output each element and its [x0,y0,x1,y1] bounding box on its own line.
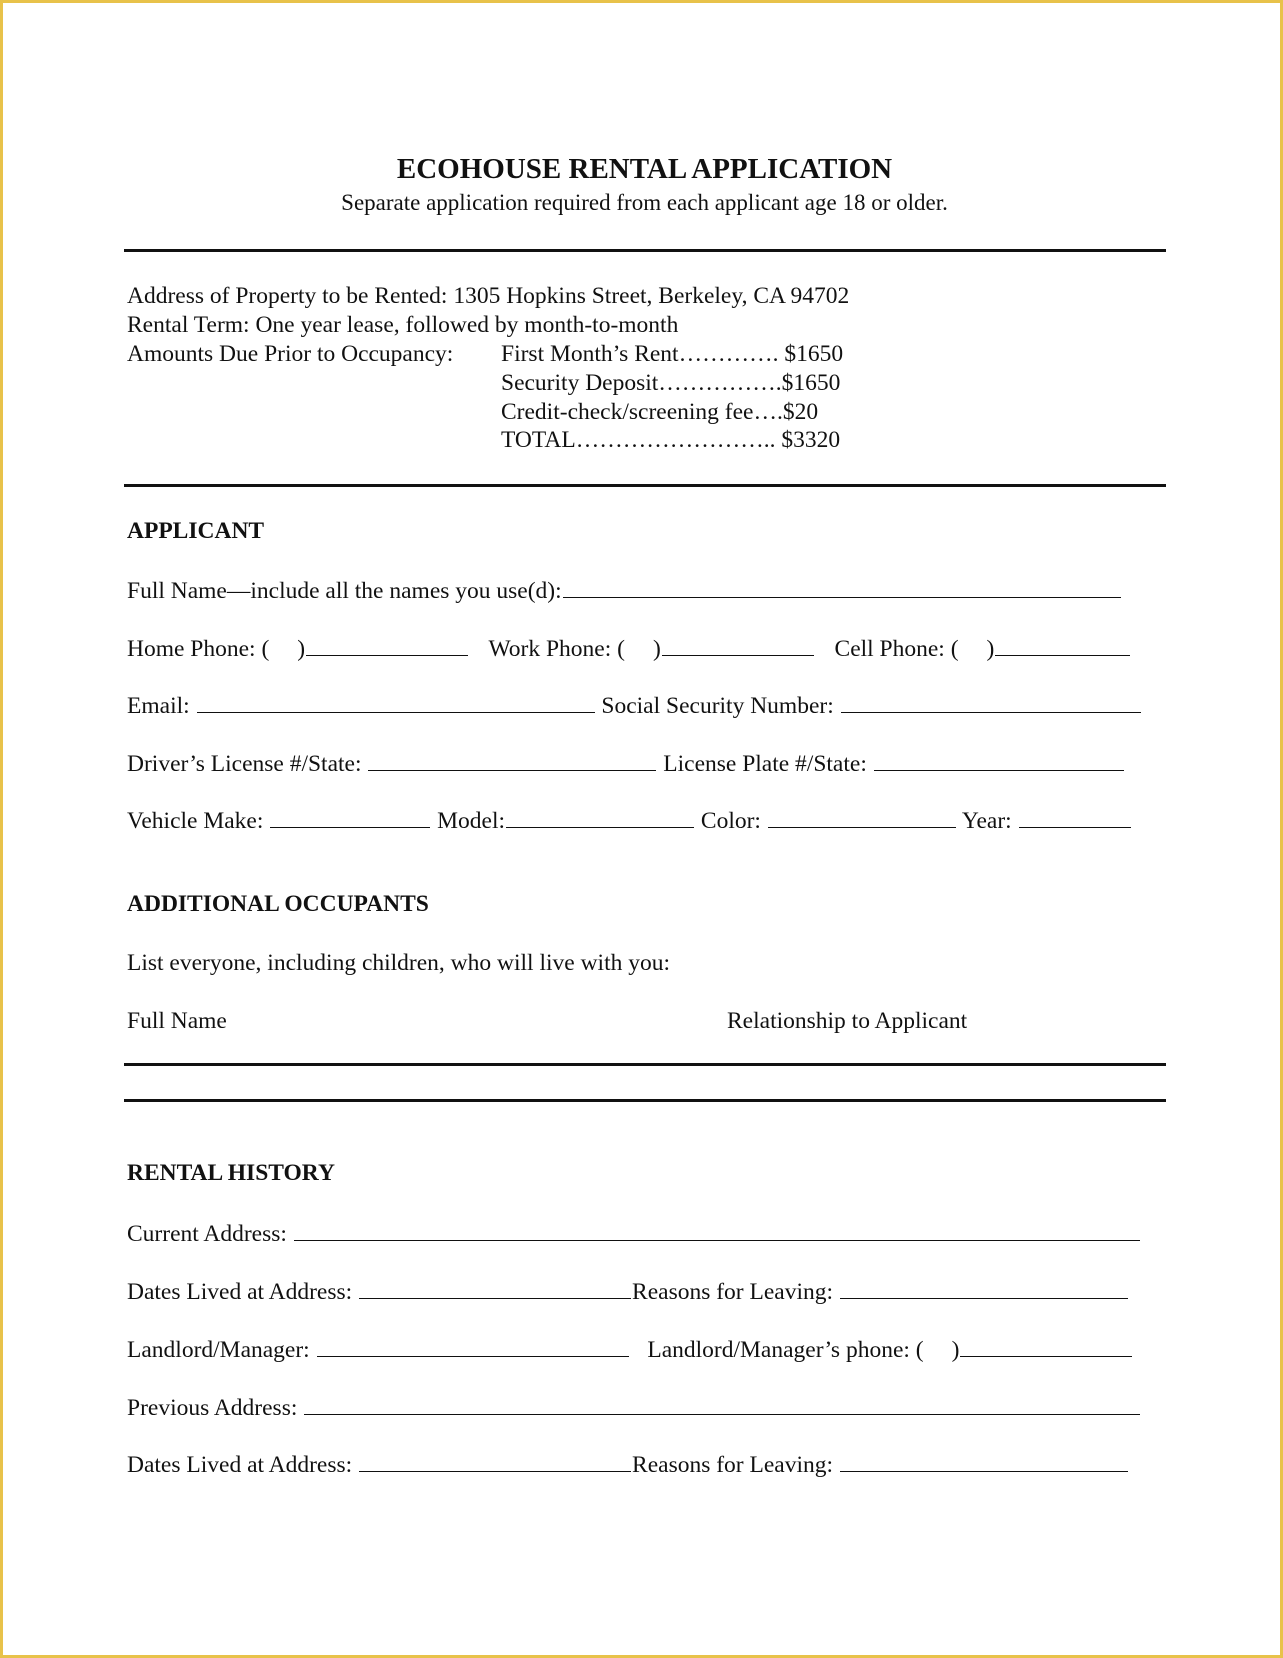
landlord-label: Landlord/Manager: [127,1337,310,1363]
document-subtitle: Separate application required from each applicant age 18 or older. [341,190,948,215]
dates-lived-label-2: Dates Lived at Address: [127,1452,353,1478]
reasons-leaving-label-2: Reasons for Leaving: [632,1452,834,1478]
phone-row [127,633,1131,663]
home-phone-close-paren: ) [297,636,306,662]
full-name-label: Full Name—include all the names you use(d): [127,578,562,604]
email-label: Email: [127,693,190,719]
full-name-field[interactable] [563,575,1121,598]
license-row [127,748,1125,778]
license-plate-label: License Plate #/State: [663,751,867,777]
rental-history-heading: RENTAL HISTORY [127,1160,335,1186]
previous-address-label: Previous Address: [127,1395,298,1421]
vehicle-make-field[interactable] [270,805,430,828]
document-title: ECOHOUSE RENTAL APPLICATION [396,153,893,185]
color-label: Color: [700,808,761,834]
email-field[interactable] [197,690,595,713]
home-phone-field[interactable] [306,633,468,656]
landlord-phone-label: Landlord/Manager’s phone: ( [647,1337,924,1363]
current-address-label: Current Address: [127,1221,287,1247]
occupants-col-relationship: Relationship to Applicant [727,1008,968,1034]
reasons-leaving-field-2[interactable] [840,1449,1128,1472]
divider-top [124,249,1166,252]
dates-lived-field-2[interactable] [359,1449,631,1472]
cell-phone-close-paren: ) [986,636,995,662]
dates-lived-field[interactable] [359,1276,631,1299]
occupants-col-name: Full Name [127,1008,227,1034]
property-address: Address of Property to be Rented: 1305 Hopkins Street, Berkeley, CA 94702 [127,283,850,309]
occupant-entry-line-2[interactable] [124,1099,1166,1102]
dates-lived-row-2 [127,1449,1129,1479]
landlord-row [127,1334,1133,1364]
work-phone-label: Work Phone: ( [488,636,625,662]
work-phone-field[interactable] [662,633,814,656]
home-phone-label: Home Phone: ( [127,636,270,662]
previous-address-row [127,1392,1141,1422]
color-field[interactable] [768,805,956,828]
landlord-phone-field[interactable] [960,1334,1132,1357]
rental-term: Rental Term: One year lease, followed by month-to-month [127,312,679,338]
divider-applicant [124,484,1166,487]
ssn-label: Social Security Number: [601,693,834,719]
occupants-instruction: List everyone, including children, who will live with you: [127,950,671,976]
occupants-heading: ADDITIONAL OCCUPANTS [127,891,429,917]
landlord-phone-close-paren: ) [951,1337,960,1363]
model-label: Model: [437,808,506,834]
reasons-leaving-label: Reasons for Leaving: [632,1279,834,1305]
occupant-entry-line-1[interactable] [124,1063,1166,1066]
current-address-field[interactable] [294,1218,1140,1241]
amount-total: TOTAL…………………….. $3320 [501,427,841,453]
year-label: Year: [961,808,1012,834]
model-field[interactable] [506,805,694,828]
amount-security-deposit: Security Deposit…………….$1650 [501,370,841,396]
ssn-field[interactable] [841,690,1141,713]
previous-address-field[interactable] [304,1392,1140,1415]
current-address-row [127,1218,1141,1248]
dates-lived-label: Dates Lived at Address: [127,1279,353,1305]
dates-lived-row [127,1276,1129,1306]
license-plate-field[interactable] [874,748,1124,771]
drivers-license-field[interactable] [368,748,656,771]
amount-screening-fee: Credit-check/screening fee….$20 [501,399,819,425]
year-field[interactable] [1019,805,1131,828]
email-row [127,690,1142,720]
amount-first-month: First Month’s Rent…………. $1650 [501,341,844,367]
reasons-leaving-field[interactable] [840,1276,1128,1299]
landlord-field[interactable] [317,1334,629,1357]
vehicle-row [127,805,1132,835]
amounts-label: Amounts Due Prior to Occupancy: [127,341,454,367]
full-name-row [127,575,1122,605]
work-phone-close-paren: ) [652,636,661,662]
vehicle-make-label: Vehicle Make: [127,808,264,834]
cell-phone-field[interactable] [995,633,1130,656]
applicant-heading: APPLICANT [127,518,265,544]
cell-phone-label: Cell Phone: ( [834,636,959,662]
drivers-license-label: Driver’s License #/State: [127,751,362,777]
